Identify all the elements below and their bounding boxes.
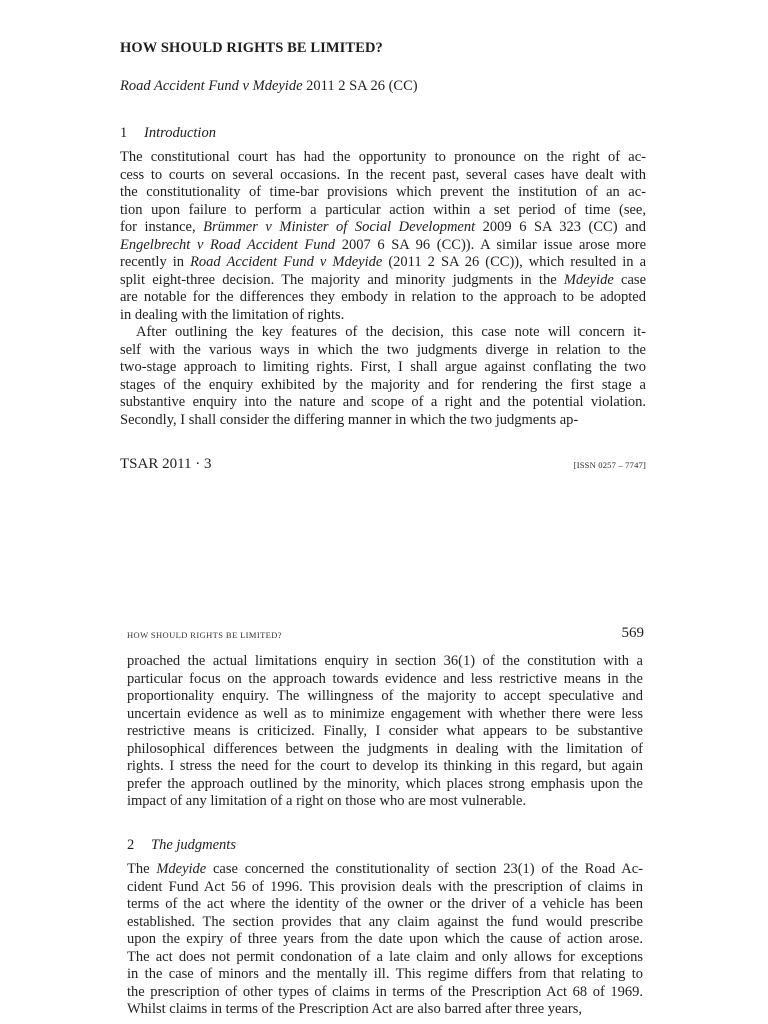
- text-line: Secondly, I shall consider the differing manner in which the two judgments ap-: [120, 411, 579, 428]
- text-line: self with the various ways in which the two judgments diverge in relation to the: [120, 341, 646, 358]
- running-head: HOW SHOULD RIGHTS BE LIMITED?: [127, 630, 282, 640]
- text-line: Whilst claims in terms of the Prescription Act are also barred after three years,: [127, 1001, 582, 1017]
- text-line: philosophical differences between the judgments in dealing with the limitation of: [127, 740, 643, 757]
- text-line: The Mdeyide case concerned the constitutionality of section 23(1) of the Road Ac-: [127, 861, 644, 877]
- issn-footer: [ISSN 0257 – 7747]: [573, 460, 646, 470]
- case-citation: [120, 78, 418, 95]
- text-line: proportionality enquiry. The willingness of the majority to accept speculative and: [127, 688, 643, 704]
- text-line: Engelbrecht v Road Accident Fund 2007 6 SA 96 (CC)). A similar issue arose more: [120, 236, 647, 253]
- text-line: two-stage approach to limiting rights. First, I shall argue against conflating the two: [120, 359, 646, 375]
- section-number: 1: [120, 125, 128, 141]
- text-line: uncertain evidence as well as to minimize engagement with whether there were less: [127, 705, 643, 722]
- text-line: the constitutionality of time-bar provisions which prevent the institution of an ac-: [120, 184, 646, 200]
- text-line: After outlining the key features of the decision, this case note will concern it-: [136, 324, 646, 340]
- text-line: cident Fund Act 56 of 1996. This provision deals with the prescription of claims in: [127, 878, 643, 895]
- text-line: substantive enquiry into the nature and scope of a right and the potential violation.: [120, 394, 646, 410]
- section-heading-introduction: [120, 125, 216, 142]
- journal-footer: TSAR 2011 · 3: [120, 456, 212, 472]
- text-line: The constitutional court has had the opportunity to pronounce on the right of ac-: [120, 149, 646, 165]
- text-line: in dealing with the limitation of rights.: [120, 306, 345, 323]
- text-line: stages of the enquiry exhibited by the majority and for rendering the first stage a: [120, 376, 646, 393]
- case-reference: 2011 2 SA 26 (CC): [302, 78, 418, 94]
- text-line: tion upon failure to perform a particular action within a set period of time (see,: [120, 201, 646, 218]
- section-heading-judgments: [127, 837, 236, 854]
- text-line: cess to courts on several occasions. In the recent past, several cases have dealt with: [120, 166, 646, 183]
- text-line: upon the expiry of three years from the date upon which the cause of action arose.: [127, 931, 643, 947]
- section-number: 2: [127, 837, 135, 853]
- case-name: Road Accident Fund v Mdeyide: [120, 78, 303, 94]
- text-line: in the case of minors and the mentally ill. This regime differs from that relating to: [127, 966, 643, 982]
- section-title: Introduction: [144, 125, 216, 141]
- text-line: restrictive means is criticized. Finally, I consider what appears to be substantive: [127, 723, 643, 739]
- text-line: terms of the act where the identity of the owner or the driver of a vehicle has been: [127, 896, 643, 912]
- text-line: particular focus on the approach towards evidence and less restrictive means in the: [127, 670, 643, 687]
- text-line: split eight-three decision. The majority and minority judgments in the Mdeyide case: [120, 271, 647, 288]
- page-number: 569: [621, 625, 644, 641]
- text-line: established. The section provides that any claim against the fund would prescribe: [127, 913, 643, 930]
- text-line: proached the actual limitations enquiry in section 36(1) of the constitution with a: [127, 653, 643, 669]
- page-bottom: [0, 620, 768, 1024]
- text-line: recently in Road Accident Fund v Mdeyide (2011 2 SA 26 (CC)), which resulted in a: [120, 254, 646, 270]
- article-title: HOW SHOULD RIGHTS BE LIMITED?: [120, 40, 383, 56]
- text-line: are notable for the differences they embody in relation to the approach to be adopted: [120, 289, 646, 305]
- section-title: The judgments: [151, 837, 236, 853]
- intro-paragraph-2: [120, 324, 646, 429]
- intro-paragraph-1: [120, 149, 646, 324]
- continued-paragraph: [127, 653, 643, 811]
- text-line: impact of any limitation of a right on those who are most vulnerable.: [127, 793, 527, 809]
- text-line: rights. I stress the need for the court to develop its thinking in this regard, but again: [127, 758, 643, 774]
- judgments-paragraph: [127, 861, 643, 1019]
- text-line: prefer the approach outlined by the minority, which places strong emphasis upon the: [127, 775, 643, 792]
- text-line: the prescription of other types of claims in terms of the Prescription Act 68 of 1969.: [127, 983, 643, 1000]
- text-line: The act does not permit condonation of a late claim and only allows for exceptions: [127, 948, 643, 965]
- text-line: for instance, Brümmer v Minister of Social Development 2009 6 SA 323 (CC) and: [120, 219, 647, 235]
